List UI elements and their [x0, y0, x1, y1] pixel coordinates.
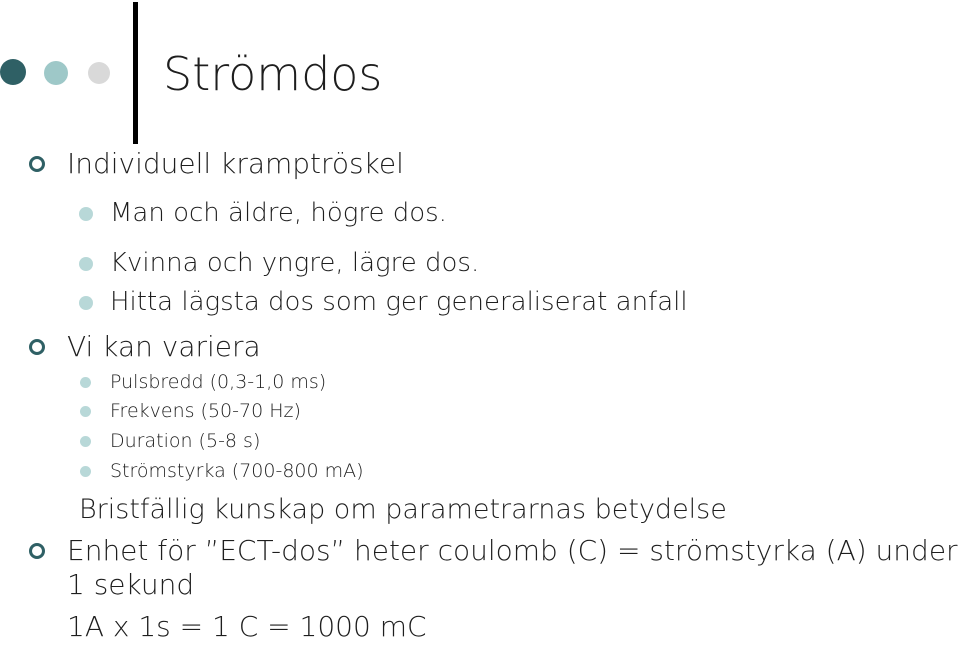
coulomb-formula: 1A x 1s = 1 C = 1000 mC [67, 610, 427, 643]
decorative-dot-dark [0, 59, 26, 85]
list-item: Kvinna och yngre, lägre dos. [110, 248, 480, 278]
bullet-icon [80, 436, 91, 447]
decorative-dot-medium [44, 61, 68, 85]
decorative-dot-light [88, 62, 110, 84]
list-item: Strömstyrka (700-800 mA) [110, 460, 364, 482]
ring-bullet-icon [29, 543, 45, 559]
ring-bullet-icon [29, 156, 45, 172]
list-item: Pulsbredd (0,3-1,0 ms) [110, 371, 327, 393]
knowledge-note: Bristfällig kunskap om parametrarnas betydelse [79, 494, 727, 525]
bullet-icon [80, 466, 91, 477]
ect-dose-definition: Enhet för ”ECT-dos” heter coulomb (C) = strömstyrka (A) under [67, 534, 958, 567]
bullet-icon [80, 377, 91, 388]
ring-bullet-icon [29, 339, 45, 355]
bullet-icon [80, 406, 91, 417]
list-item: Man och äldre, högre dos. [110, 198, 447, 228]
bullet-icon [79, 296, 93, 310]
ect-dose-definition-continued: 1 sekund [67, 568, 195, 601]
section-heading-threshold: Individuell kramptröskel [67, 147, 404, 180]
list-item: Hitta lägsta dos som ger generaliserat anfall [110, 287, 688, 317]
list-item: Frekvens (50-70 Hz) [110, 400, 301, 422]
bullet-icon [79, 207, 93, 221]
title-divider [133, 2, 138, 144]
list-item: Duration (5-8 s) [110, 430, 261, 452]
slide-title: Strömdos [163, 47, 383, 101]
section-heading-variables: Vi kan variera [67, 330, 261, 363]
bullet-icon [79, 257, 93, 271]
